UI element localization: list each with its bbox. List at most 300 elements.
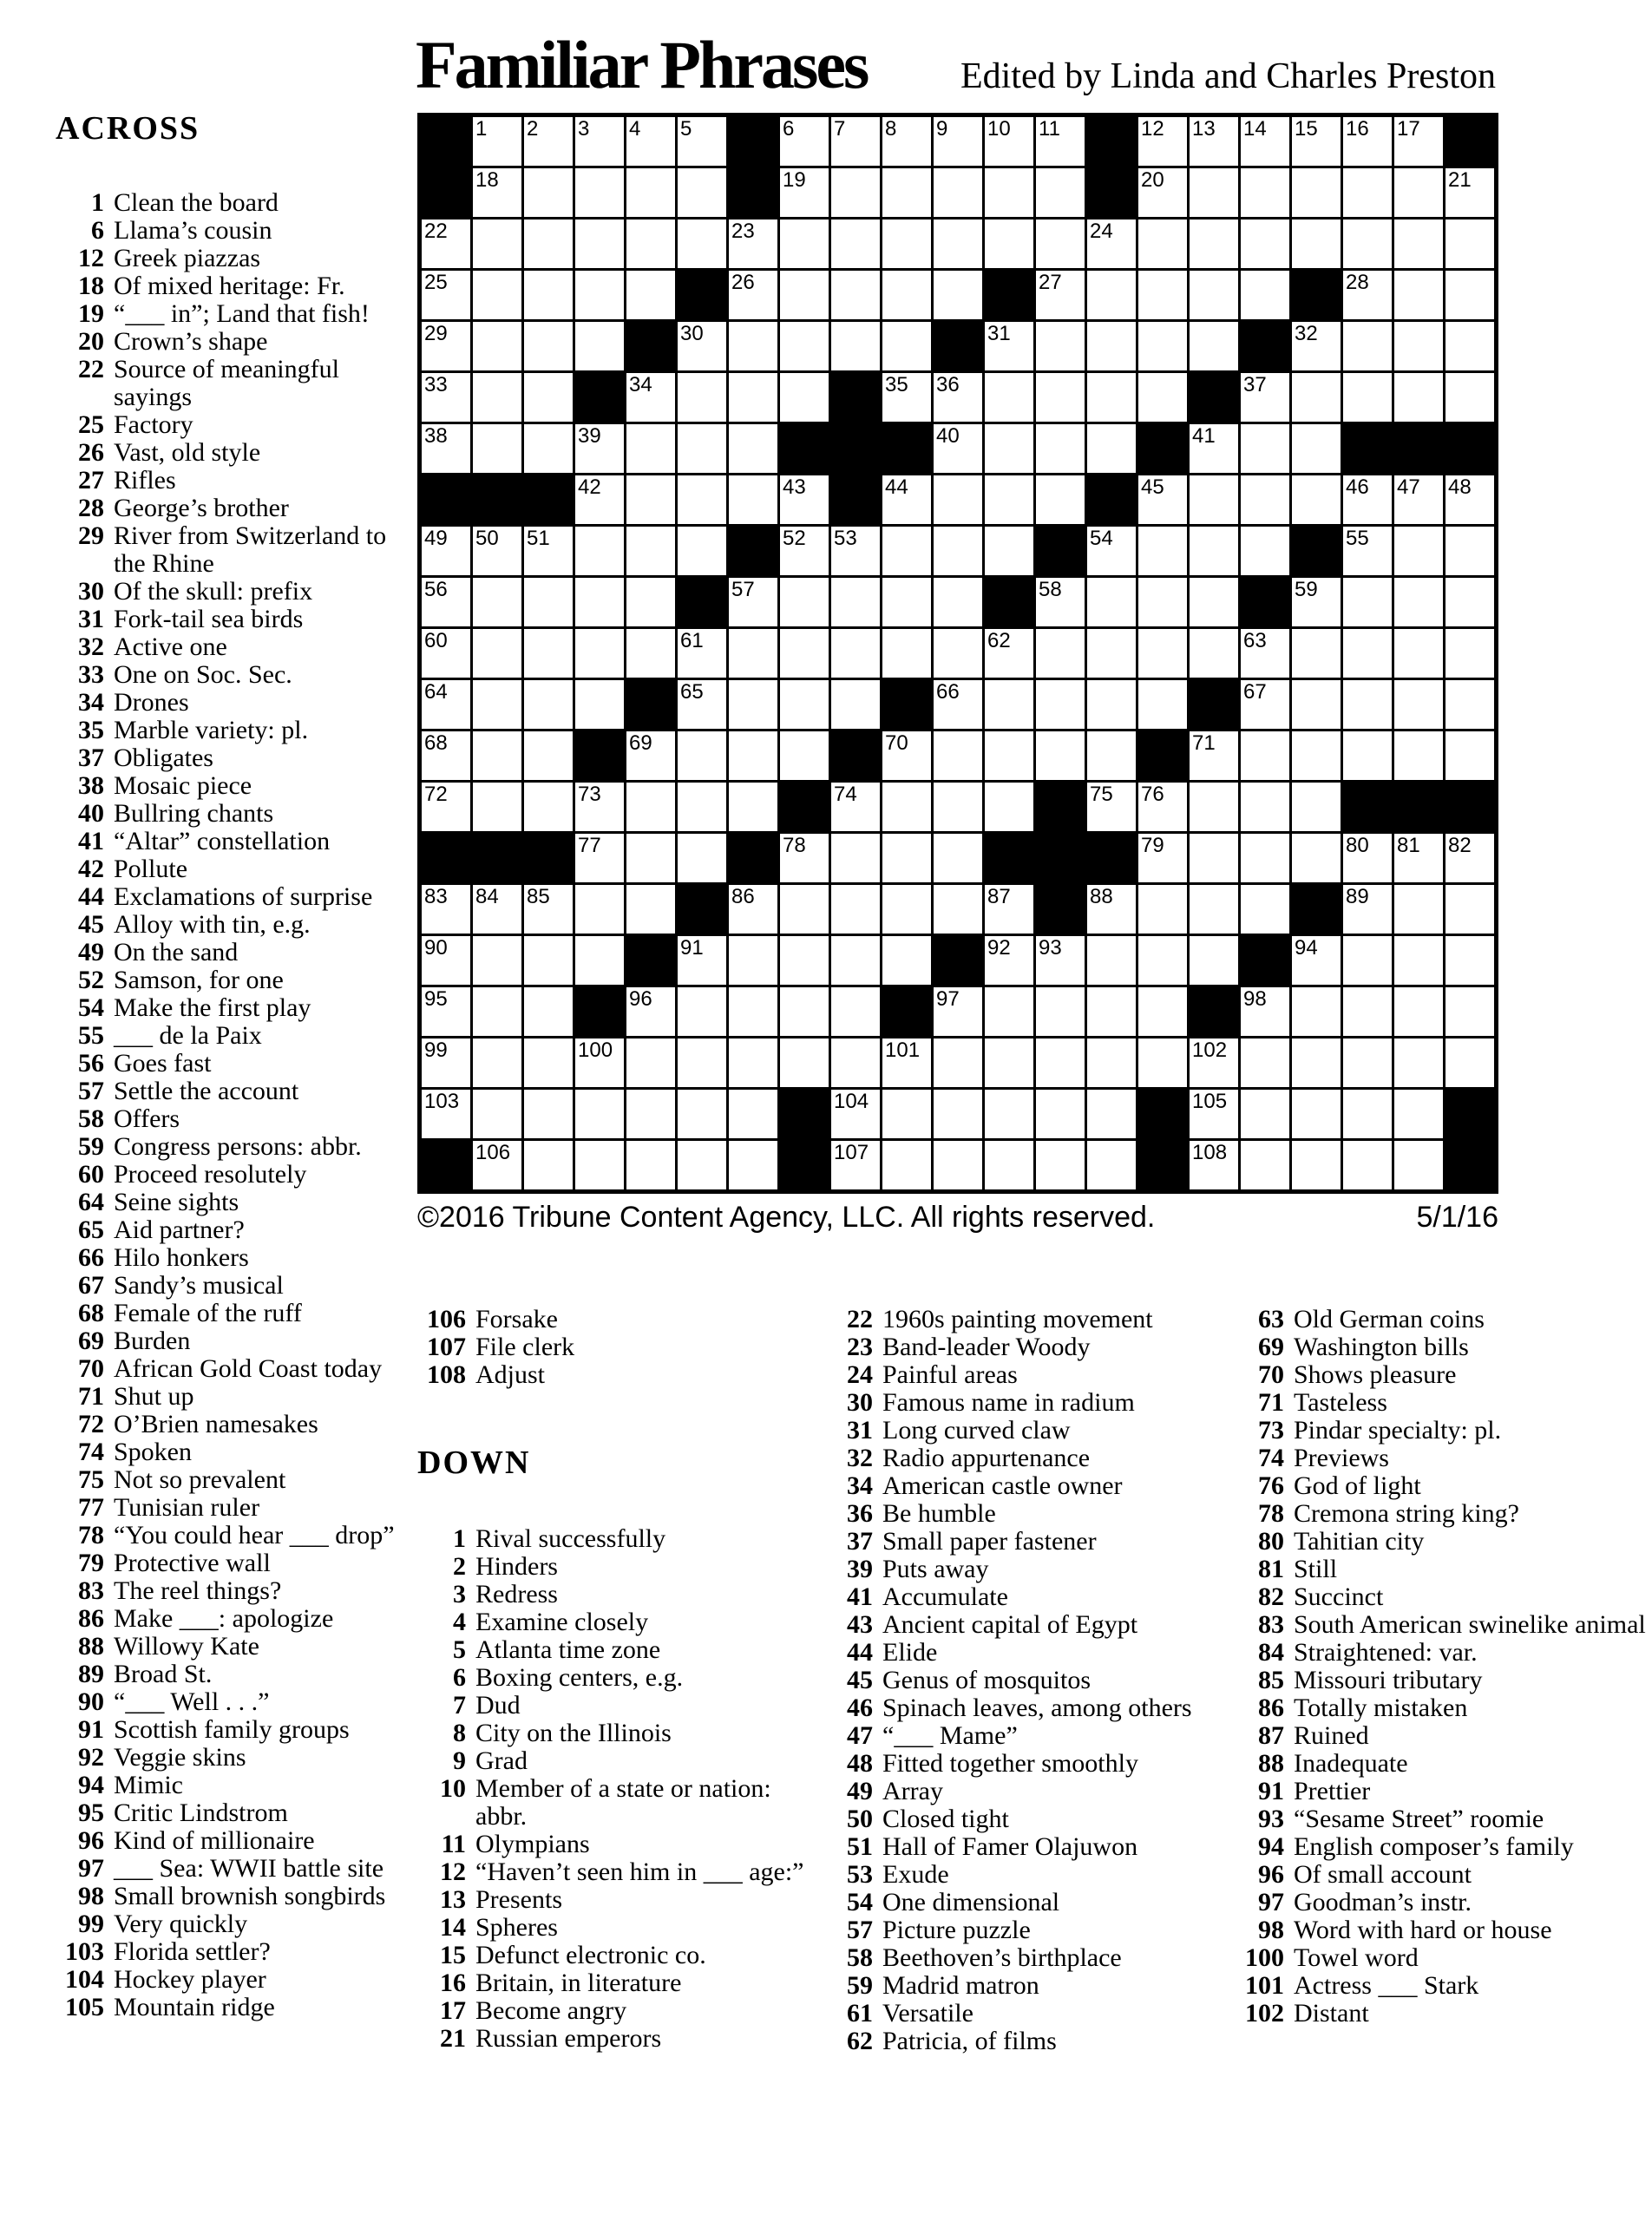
grid-cell[interactable] <box>473 680 521 729</box>
grid-cell[interactable] <box>524 987 573 1036</box>
grid-cell[interactable] <box>524 322 573 370</box>
grid-cell[interactable] <box>882 373 931 422</box>
grid-cell[interactable] <box>1343 1090 1392 1138</box>
grid-cell[interactable] <box>1446 475 1494 524</box>
grid-cell[interactable] <box>1292 834 1341 882</box>
grid-cell[interactable] <box>1087 527 1136 575</box>
grid-cell[interactable] <box>575 834 624 882</box>
grid-cell[interactable] <box>1190 168 1238 217</box>
grid-cell[interactable] <box>473 373 521 422</box>
grid-cell[interactable] <box>1241 885 1289 934</box>
grid-cell[interactable] <box>1446 629 1494 678</box>
grid-cell[interactable] <box>882 885 931 934</box>
grid-cell[interactable] <box>678 475 726 524</box>
grid-cell[interactable] <box>1343 168 1392 217</box>
grid-cell[interactable] <box>678 783 726 831</box>
grid-cell[interactable] <box>1446 578 1494 626</box>
grid-cell[interactable] <box>1036 271 1085 319</box>
grid-cell[interactable] <box>1036 475 1085 524</box>
grid-cell[interactable] <box>1241 783 1289 831</box>
grid-cell[interactable] <box>1138 527 1187 575</box>
grid-cell[interactable] <box>524 1141 573 1189</box>
grid-cell[interactable] <box>1036 680 1085 729</box>
grid-cell[interactable] <box>1292 578 1341 626</box>
grid-cell[interactable] <box>473 1038 521 1087</box>
grid-cell[interactable] <box>1190 1090 1238 1138</box>
grid-cell[interactable] <box>422 578 470 626</box>
grid-cell[interactable] <box>626 271 675 319</box>
grid-cell[interactable] <box>831 219 880 268</box>
grid-cell[interactable] <box>985 987 1033 1036</box>
grid-cell[interactable] <box>626 885 675 934</box>
grid-cell[interactable] <box>1292 783 1341 831</box>
grid-cell[interactable] <box>1241 424 1289 473</box>
grid-cell[interactable] <box>1446 1038 1494 1087</box>
grid-cell[interactable] <box>831 322 880 370</box>
grid-cell[interactable] <box>985 322 1033 370</box>
grid-cell[interactable] <box>678 424 726 473</box>
grid-cell[interactable] <box>1138 373 1187 422</box>
grid-cell[interactable] <box>473 578 521 626</box>
grid-cell[interactable] <box>985 680 1033 729</box>
grid-cell[interactable] <box>1343 885 1392 934</box>
grid-cell[interactable] <box>1138 885 1187 934</box>
grid-cell[interactable] <box>1036 1141 1085 1189</box>
grid-cell[interactable] <box>1394 168 1443 217</box>
grid-cell[interactable] <box>780 834 829 882</box>
grid-cell[interactable] <box>626 527 675 575</box>
grid-cell[interactable] <box>575 1141 624 1189</box>
grid-cell[interactable] <box>985 424 1033 473</box>
grid-cell[interactable] <box>1292 1090 1341 1138</box>
grid-cell[interactable] <box>1446 168 1494 217</box>
grid-cell[interactable] <box>1190 475 1238 524</box>
grid-cell[interactable] <box>1343 322 1392 370</box>
grid-cell[interactable] <box>1394 373 1443 422</box>
grid-cell[interactable] <box>626 629 675 678</box>
grid-cell[interactable] <box>831 885 880 934</box>
grid-cell[interactable] <box>422 680 470 729</box>
grid-cell[interactable] <box>626 987 675 1036</box>
grid-cell[interactable] <box>575 219 624 268</box>
grid-cell[interactable] <box>1138 834 1187 882</box>
grid-cell[interactable] <box>1292 424 1341 473</box>
grid-cell[interactable] <box>780 1038 829 1087</box>
grid-cell[interactable] <box>1343 271 1392 319</box>
grid-cell[interactable] <box>934 783 982 831</box>
grid-cell[interactable] <box>934 987 982 1036</box>
grid-cell[interactable] <box>422 1038 470 1087</box>
grid-cell[interactable] <box>729 424 777 473</box>
grid-cell[interactable] <box>934 578 982 626</box>
grid-cell[interactable] <box>1394 987 1443 1036</box>
grid-cell[interactable] <box>1292 1141 1341 1189</box>
grid-cell[interactable] <box>1343 731 1392 780</box>
grid-cell[interactable] <box>626 424 675 473</box>
grid-cell[interactable] <box>575 629 624 678</box>
grid-cell[interactable] <box>1241 1038 1289 1087</box>
grid-cell[interactable] <box>473 1141 521 1189</box>
grid-cell[interactable] <box>626 475 675 524</box>
grid-cell[interactable] <box>1241 373 1289 422</box>
grid-cell[interactable] <box>1036 987 1085 1036</box>
grid-cell[interactable] <box>473 322 521 370</box>
grid-cell[interactable] <box>1292 322 1341 370</box>
grid-cell[interactable] <box>1292 475 1341 524</box>
grid-cell[interactable] <box>729 629 777 678</box>
grid-cell[interactable] <box>934 527 982 575</box>
grid-cell[interactable] <box>473 629 521 678</box>
grid-cell[interactable] <box>985 1141 1033 1189</box>
grid-cell[interactable] <box>524 424 573 473</box>
grid-cell[interactable] <box>575 936 624 985</box>
grid-cell[interactable] <box>473 219 521 268</box>
grid-cell[interactable] <box>1394 322 1443 370</box>
grid-cell[interactable] <box>524 373 573 422</box>
grid-cell[interactable] <box>1087 936 1136 985</box>
grid-cell[interactable] <box>1394 629 1443 678</box>
grid-cell[interactable] <box>1190 783 1238 831</box>
grid-cell[interactable] <box>729 783 777 831</box>
grid-cell[interactable] <box>1343 219 1392 268</box>
grid-cell[interactable] <box>882 117 931 166</box>
grid-cell[interactable] <box>831 680 880 729</box>
grid-cell[interactable] <box>1292 987 1341 1036</box>
grid-cell[interactable] <box>780 680 829 729</box>
grid-cell[interactable] <box>422 424 470 473</box>
grid-cell[interactable] <box>934 1141 982 1189</box>
grid-cell[interactable] <box>1292 219 1341 268</box>
grid-cell[interactable] <box>1138 219 1187 268</box>
grid-cell[interactable] <box>524 219 573 268</box>
grid-cell[interactable] <box>729 1038 777 1087</box>
grid-cell[interactable] <box>1036 424 1085 473</box>
grid-cell[interactable] <box>626 834 675 882</box>
grid-cell[interactable] <box>1190 731 1238 780</box>
grid-cell[interactable] <box>1394 271 1443 319</box>
grid-cell[interactable] <box>1087 987 1136 1036</box>
grid-cell[interactable] <box>1241 219 1289 268</box>
grid-cell[interactable] <box>1190 322 1238 370</box>
grid-cell[interactable] <box>524 1090 573 1138</box>
grid-cell[interactable] <box>422 629 470 678</box>
grid-cell[interactable] <box>575 578 624 626</box>
grid-cell[interactable] <box>934 271 982 319</box>
grid-cell[interactable] <box>1241 1141 1289 1189</box>
grid-cell[interactable] <box>1138 271 1187 319</box>
grid-cell[interactable] <box>422 731 470 780</box>
grid-cell[interactable] <box>1394 1038 1443 1087</box>
grid-cell[interactable] <box>1241 731 1289 780</box>
grid-cell[interactable] <box>422 1090 470 1138</box>
grid-cell[interactable] <box>1087 219 1136 268</box>
grid-cell[interactable] <box>1087 271 1136 319</box>
grid-cell[interactable] <box>934 629 982 678</box>
grid-cell[interactable] <box>524 527 573 575</box>
grid-cell[interactable] <box>934 731 982 780</box>
grid-cell[interactable] <box>473 731 521 780</box>
grid-cell[interactable] <box>780 731 829 780</box>
grid-cell[interactable] <box>1446 527 1494 575</box>
grid-cell[interactable] <box>524 271 573 319</box>
grid-cell[interactable] <box>729 475 777 524</box>
grid-cell[interactable] <box>678 629 726 678</box>
grid-cell[interactable] <box>985 527 1033 575</box>
grid-cell[interactable] <box>729 373 777 422</box>
grid-cell[interactable] <box>1087 1038 1136 1087</box>
grid-cell[interactable] <box>831 834 880 882</box>
grid-cell[interactable] <box>934 1038 982 1087</box>
grid-cell[interactable] <box>626 731 675 780</box>
grid-cell[interactable] <box>985 475 1033 524</box>
grid-cell[interactable] <box>1343 1141 1392 1189</box>
grid-cell[interactable] <box>1446 373 1494 422</box>
grid-cell[interactable] <box>882 168 931 217</box>
grid-cell[interactable] <box>1138 578 1187 626</box>
grid-cell[interactable] <box>1394 219 1443 268</box>
grid-cell[interactable] <box>1394 731 1443 780</box>
grid-cell[interactable] <box>678 987 726 1036</box>
grid-cell[interactable] <box>780 629 829 678</box>
grid-cell[interactable] <box>1190 271 1238 319</box>
grid-cell[interactable] <box>1446 885 1494 934</box>
grid-cell[interactable] <box>422 936 470 985</box>
grid-cell[interactable] <box>985 936 1033 985</box>
grid-cell[interactable] <box>1036 168 1085 217</box>
grid-cell[interactable] <box>422 783 470 831</box>
grid-cell[interactable] <box>626 117 675 166</box>
grid-cell[interactable] <box>1241 168 1289 217</box>
grid-cell[interactable] <box>831 783 880 831</box>
grid-cell[interactable] <box>1087 783 1136 831</box>
grid-cell[interactable] <box>882 527 931 575</box>
grid-cell[interactable] <box>1190 629 1238 678</box>
grid-cell[interactable] <box>882 578 931 626</box>
grid-cell[interactable] <box>780 885 829 934</box>
grid-cell[interactable] <box>626 168 675 217</box>
grid-cell[interactable] <box>1292 680 1341 729</box>
grid-cell[interactable] <box>985 1090 1033 1138</box>
grid-cell[interactable] <box>780 373 829 422</box>
grid-cell[interactable] <box>934 219 982 268</box>
grid-cell[interactable] <box>1087 680 1136 729</box>
grid-cell[interactable] <box>882 475 931 524</box>
grid-cell[interactable] <box>729 1090 777 1138</box>
grid-cell[interactable] <box>1036 731 1085 780</box>
grid-cell[interactable] <box>473 527 521 575</box>
grid-cell[interactable] <box>934 373 982 422</box>
grid-cell[interactable] <box>1343 936 1392 985</box>
grid-cell[interactable] <box>575 322 624 370</box>
grid-cell[interactable] <box>1138 680 1187 729</box>
grid-cell[interactable] <box>626 1141 675 1189</box>
grid-cell[interactable] <box>1138 1038 1187 1087</box>
grid-cell[interactable] <box>1087 578 1136 626</box>
grid-cell[interactable] <box>985 219 1033 268</box>
grid-cell[interactable] <box>678 527 726 575</box>
grid-cell[interactable] <box>678 1141 726 1189</box>
grid-cell[interactable] <box>626 578 675 626</box>
grid-cell[interactable] <box>1241 1090 1289 1138</box>
grid-cell[interactable] <box>422 527 470 575</box>
grid-cell[interactable] <box>473 936 521 985</box>
grid-cell[interactable] <box>831 629 880 678</box>
grid-cell[interactable] <box>831 578 880 626</box>
grid-cell[interactable] <box>422 885 470 934</box>
grid-cell[interactable] <box>780 322 829 370</box>
grid-cell[interactable] <box>473 987 521 1036</box>
grid-cell[interactable] <box>1087 1141 1136 1189</box>
grid-cell[interactable] <box>1343 629 1392 678</box>
grid-cell[interactable] <box>934 834 982 882</box>
grid-cell[interactable] <box>1292 168 1341 217</box>
grid-cell[interactable] <box>524 885 573 934</box>
grid-cell[interactable] <box>780 219 829 268</box>
grid-cell[interactable] <box>626 219 675 268</box>
grid-cell[interactable] <box>1446 219 1494 268</box>
grid-cell[interactable] <box>678 168 726 217</box>
grid-cell[interactable] <box>882 936 931 985</box>
grid-cell[interactable] <box>729 219 777 268</box>
grid-cell[interactable] <box>882 834 931 882</box>
grid-cell[interactable] <box>678 117 726 166</box>
grid-cell[interactable] <box>678 936 726 985</box>
grid-cell[interactable] <box>729 680 777 729</box>
grid-cell[interactable] <box>1138 117 1187 166</box>
grid-cell[interactable] <box>1036 1038 1085 1087</box>
grid-cell[interactable] <box>831 936 880 985</box>
grid-cell[interactable] <box>729 1141 777 1189</box>
grid-cell[interactable] <box>729 271 777 319</box>
grid-cell[interactable] <box>1190 885 1238 934</box>
grid-cell[interactable] <box>524 578 573 626</box>
grid-cell[interactable] <box>1087 885 1136 934</box>
grid-cell[interactable] <box>1394 834 1443 882</box>
grid-cell[interactable] <box>524 168 573 217</box>
grid-cell[interactable] <box>780 168 829 217</box>
grid-cell[interactable] <box>882 219 931 268</box>
grid-cell[interactable] <box>575 527 624 575</box>
grid-cell[interactable] <box>831 271 880 319</box>
grid-cell[interactable] <box>831 527 880 575</box>
grid-cell[interactable] <box>575 1090 624 1138</box>
grid-cell[interactable] <box>1190 578 1238 626</box>
grid-cell[interactable] <box>1343 578 1392 626</box>
grid-cell[interactable] <box>1343 373 1392 422</box>
grid-cell[interactable] <box>524 936 573 985</box>
grid-cell[interactable] <box>575 885 624 934</box>
grid-cell[interactable] <box>1138 783 1187 831</box>
grid-cell[interactable] <box>1292 117 1341 166</box>
grid-cell[interactable] <box>1292 629 1341 678</box>
grid-cell[interactable] <box>473 424 521 473</box>
grid-cell[interactable] <box>882 731 931 780</box>
grid-cell[interactable] <box>831 987 880 1036</box>
grid-cell[interactable] <box>1446 936 1494 985</box>
grid-cell[interactable] <box>1292 373 1341 422</box>
grid-cell[interactable] <box>985 1038 1033 1087</box>
grid-cell[interactable] <box>1343 527 1392 575</box>
grid-cell[interactable] <box>626 1038 675 1087</box>
grid-cell[interactable] <box>575 168 624 217</box>
grid-cell[interactable] <box>1394 475 1443 524</box>
grid-cell[interactable] <box>1190 219 1238 268</box>
grid-cell[interactable] <box>1394 1141 1443 1189</box>
grid-cell[interactable] <box>678 731 726 780</box>
grid-cell[interactable] <box>882 1090 931 1138</box>
grid-cell[interactable] <box>1446 731 1494 780</box>
grid-cell[interactable] <box>1036 629 1085 678</box>
grid-cell[interactable] <box>1446 271 1494 319</box>
grid-cell[interactable] <box>524 680 573 729</box>
grid-cell[interactable] <box>1292 1038 1341 1087</box>
grid-cell[interactable] <box>985 731 1033 780</box>
grid-cell[interactable] <box>678 219 726 268</box>
grid-cell[interactable] <box>780 987 829 1036</box>
grid-cell[interactable] <box>1036 117 1085 166</box>
grid-cell[interactable] <box>1190 117 1238 166</box>
grid-cell[interactable] <box>831 1038 880 1087</box>
grid-cell[interactable] <box>1190 1038 1238 1087</box>
grid-cell[interactable] <box>934 424 982 473</box>
grid-cell[interactable] <box>934 475 982 524</box>
grid-cell[interactable] <box>524 117 573 166</box>
grid-cell[interactable] <box>1036 373 1085 422</box>
grid-cell[interactable] <box>1190 1141 1238 1189</box>
grid-cell[interactable] <box>882 629 931 678</box>
grid-cell[interactable] <box>729 731 777 780</box>
grid-cell[interactable] <box>524 731 573 780</box>
grid-cell[interactable] <box>575 783 624 831</box>
grid-cell[interactable] <box>1343 834 1392 882</box>
grid-cell[interactable] <box>1036 322 1085 370</box>
grid-cell[interactable] <box>1138 936 1187 985</box>
grid-cell[interactable] <box>1343 475 1392 524</box>
grid-cell[interactable] <box>575 424 624 473</box>
grid-cell[interactable] <box>524 783 573 831</box>
grid-cell[interactable] <box>934 680 982 729</box>
grid-cell[interactable] <box>780 117 829 166</box>
grid-cell[interactable] <box>831 168 880 217</box>
grid-cell[interactable] <box>1138 475 1187 524</box>
grid-cell[interactable] <box>422 987 470 1036</box>
grid-cell[interactable] <box>1190 834 1238 882</box>
grid-cell[interactable] <box>1292 731 1341 780</box>
grid-cell[interactable] <box>1394 936 1443 985</box>
grid-cell[interactable] <box>1241 834 1289 882</box>
grid-cell[interactable] <box>422 322 470 370</box>
grid-cell[interactable] <box>1087 322 1136 370</box>
grid-cell[interactable] <box>1394 680 1443 729</box>
grid-cell[interactable] <box>985 117 1033 166</box>
grid-cell[interactable] <box>985 373 1033 422</box>
grid-cell[interactable] <box>1343 987 1392 1036</box>
grid-cell[interactable] <box>1394 117 1443 166</box>
grid-cell[interactable] <box>934 168 982 217</box>
grid-cell[interactable] <box>882 1038 931 1087</box>
grid-cell[interactable] <box>1190 424 1238 473</box>
grid-cell[interactable] <box>1241 117 1289 166</box>
grid-cell[interactable] <box>1138 629 1187 678</box>
grid-cell[interactable] <box>780 527 829 575</box>
grid-cell[interactable] <box>678 834 726 882</box>
grid-cell[interactable] <box>1241 475 1289 524</box>
grid-cell[interactable] <box>473 783 521 831</box>
grid-cell[interactable] <box>1036 1090 1085 1138</box>
grid-cell[interactable] <box>575 271 624 319</box>
grid-cell[interactable] <box>575 1038 624 1087</box>
grid-cell[interactable] <box>1241 271 1289 319</box>
